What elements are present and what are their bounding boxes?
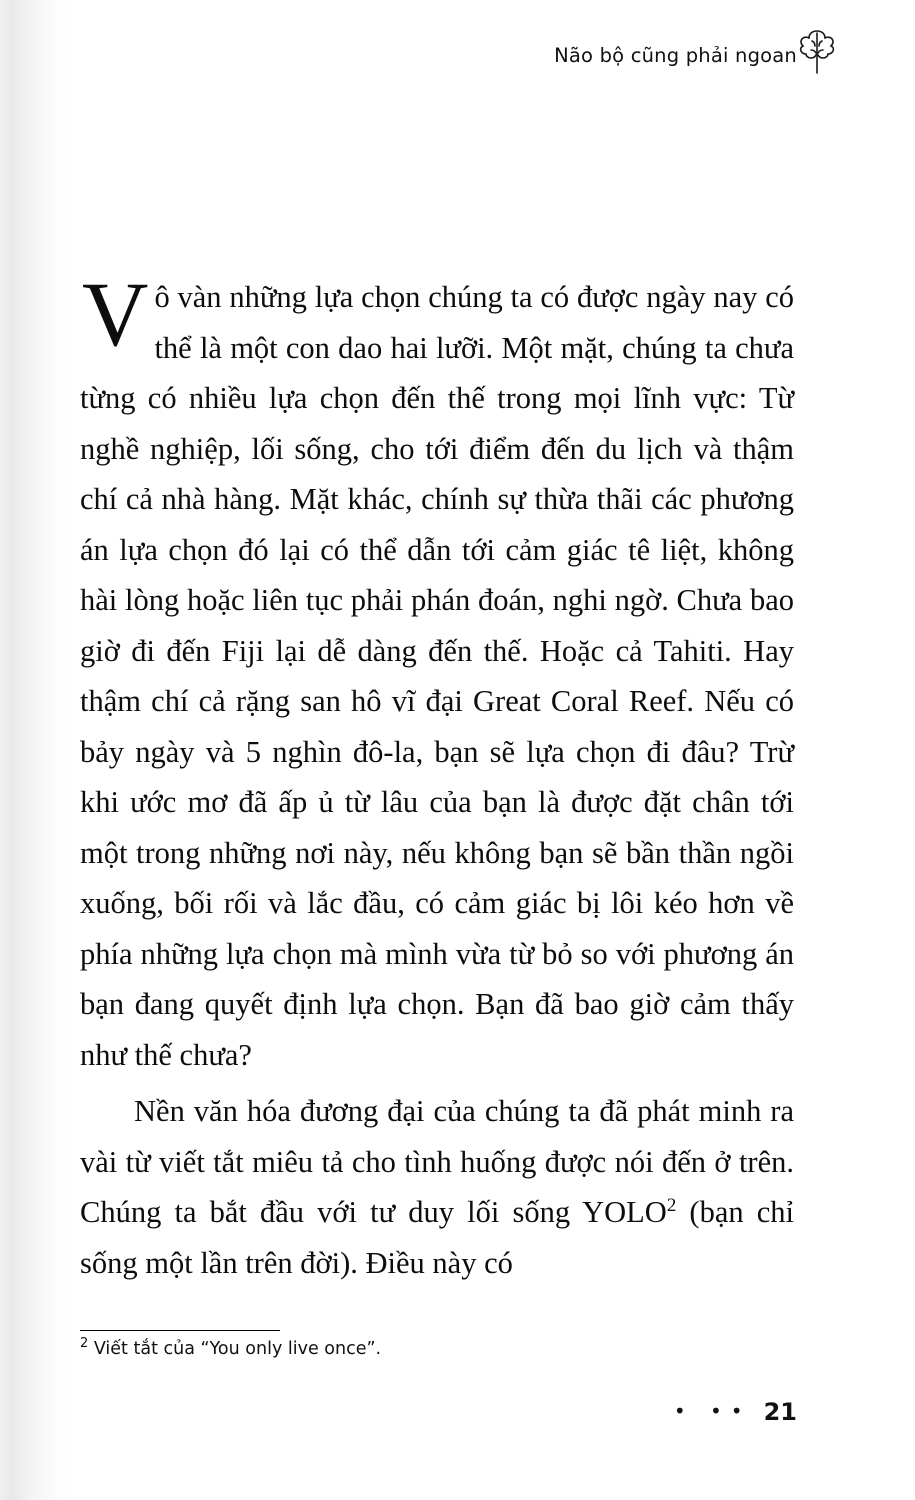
- brain-icon: [795, 24, 839, 76]
- footnote-reference-marker: 2: [666, 1194, 677, 1216]
- drop-cap: V: [82, 263, 149, 365]
- paragraph-1-text: ô vàn những lựa chọn chúng ta có được ngày nay có thể là một con dao hai lưỡi. Một mặt, chúng ta chưa từng có nhiều lựa chọn đến thế trong mọi lĩnh vực: Từ nghề nghiệp, lối sống, cho tới điểm đến du lịch và thậm chí cả nhà hàng. Mặt khác, chính sự thừa thãi các phương án lựa chọn đó lại có thể dẫn tới cảm giác tê liệt, không hài lòng hoặc liên tục phải phán đoán, nghi ngờ. Chưa bao giờ đi đến Fiji lại dễ dàng đến thế. Hoặc cả Tahiti. Hay thậm chí cả rặng san hô vĩ đại Great Coral Reef. Nếu có bảy ngày và 5 nghìn đô-la, bạn sẽ lựa chọn đi đâu? Trừ khi ước mơ đã ấp ủ từ lâu của bạn là được đặt chân tới một trong những nơi này, nếu không bạn sẽ bần thần ngồi xuống, bối rối và lắc đầu, có cảm giác bị lôi kéo hơn về phía những lựa chọn mà mình vừa từ bỏ so với phương án bạn đang quyết định lựa chọn. Bạn đã bao giờ cảm thấy như thế chưa?: [80, 280, 794, 1072]
- page-number: 21: [763, 1398, 797, 1426]
- footnote-text: Viết tắt của “You only live once”.: [88, 1339, 382, 1359]
- page-gutter-shadow: [0, 0, 70, 1500]
- footnote: [80, 1336, 780, 1362]
- body-text-block: [80, 263, 794, 1288]
- footnote-marker: 2: [80, 1336, 89, 1352]
- paragraph-2: [80, 1086, 794, 1288]
- footnote-rule: [80, 1330, 280, 1331]
- paragraph-1: [80, 263, 794, 1080]
- folio: [674, 1398, 797, 1426]
- paragraph-2-text-after-footnote: (bạn chỉ sống một lần trên đời). Điều này có: [80, 1195, 794, 1280]
- paragraph-2-text-before-footnote: Nền văn hóa đương đại của chúng ta đã phát minh ra vài từ viết tắt miêu tả cho tình huống được nói đến ở trên. Chúng ta bắt đầu với tư duy lối sống YOLO: [80, 1094, 794, 1229]
- running-head: [554, 44, 797, 67]
- folio-dots: • ••: [673, 1399, 752, 1423]
- running-head-title: Não bộ cũng phải ngoan: [554, 44, 797, 67]
